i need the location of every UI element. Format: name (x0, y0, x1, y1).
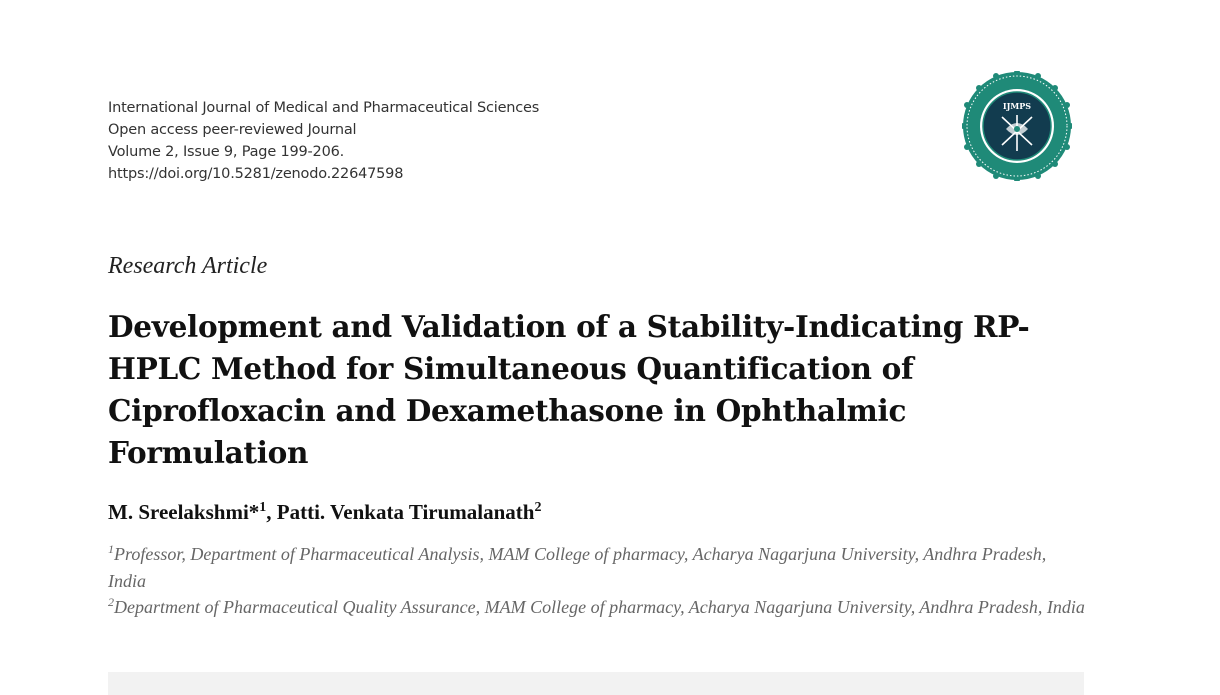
affiliation-list (108, 541, 1088, 621)
author-list (108, 500, 541, 525)
journal-name: International Journal of Medical and Pharmaceutical Sciences (108, 100, 540, 116)
affiliation-marker: 1 (108, 542, 114, 556)
affiliation-marker: 2 (108, 595, 114, 609)
article-type: Research Article (108, 253, 268, 279)
journal-access-type: Open access peer-reviewed Journal (108, 122, 357, 138)
affiliation-item (108, 541, 1088, 594)
journal-seal-icon (962, 71, 1072, 181)
affiliation-item (108, 594, 1088, 621)
author-name: Patti. Venkata Tirumalanath (276, 500, 535, 524)
abstract-box (108, 672, 1084, 695)
affiliation-text: Professor, Department of Pharmaceutical Analysis, MAM College of pharmacy, Acharya Nagarjuna University, Andhra Pradesh, India (108, 544, 1047, 591)
author-name: M. Sreelakshmi* (108, 500, 260, 524)
journal-doi-link[interactable]: https://doi.org/10.5281/zenodo.22647598 (108, 166, 404, 182)
journal-info (108, 97, 539, 185)
author-separator: , (266, 500, 277, 524)
affiliation-text: Department of Pharmaceutical Quality Assurance, MAM College of pharmacy, Acharya Nagarjuna University, Andhra Pradesh, India (114, 597, 1085, 617)
author-affiliation-marker: 2 (534, 500, 542, 515)
journal-volume-issue: Volume 2, Issue 9, Page 199-206. (108, 144, 345, 160)
seal-abbrev: IJMPS (1002, 101, 1032, 111)
article-title: Development and Validation of a Stability-Indicating RP-HPLC Method for Simultaneous Quantification of Ciprofloxacin and Dexamethasone in Ophthalmic Formulation (108, 309, 1030, 470)
author-affiliation-marker: 1 (259, 500, 267, 515)
